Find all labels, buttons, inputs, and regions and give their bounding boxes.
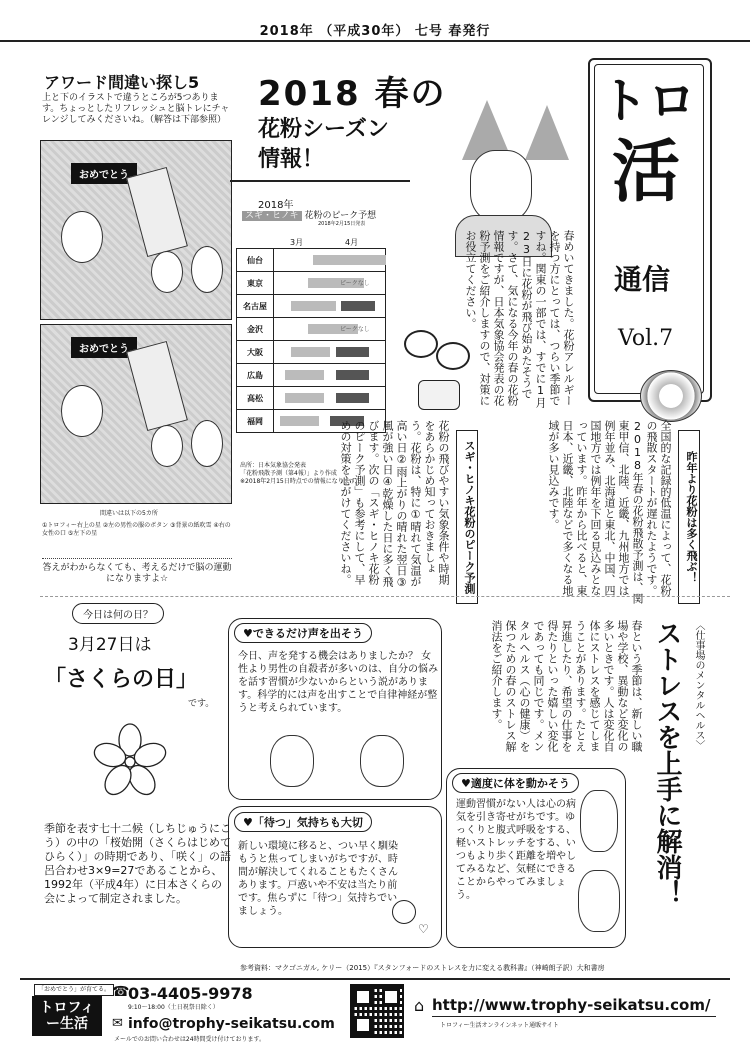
wait-title: ♥「待つ」気持ちも大切 bbox=[234, 812, 372, 832]
hinoki-bar bbox=[341, 301, 375, 311]
home-icon: ⌂ bbox=[414, 996, 425, 1015]
pollen-intro-text: 春めいてきました。花粉アレルギーを持つ方にとっては、つらい季節ですね。関東の一部では、すでに1月23日に花粉が飛び始めたそうです。さて、気になる今年の春の花粉情報ですが、日本気象協会発表の花粉予測をご紹介しますので、対策にお役立てください。 bbox=[464, 230, 575, 408]
sugi-bar bbox=[313, 255, 386, 265]
stress-side-big: ストレスを上手に解消！ bbox=[652, 620, 682, 906]
chart-year: 2018年 bbox=[258, 200, 294, 211]
masthead-title-2: 活 bbox=[612, 133, 681, 212]
award-panel-label-bottom: おめでとう bbox=[71, 337, 137, 358]
chart-bar-cell bbox=[274, 387, 386, 410]
chart-row bbox=[237, 249, 386, 272]
chart-no-peak-note: ピークなし bbox=[340, 326, 370, 333]
chart-row bbox=[237, 318, 386, 341]
footer-logo-big: トロフィー生活 bbox=[32, 996, 102, 1036]
sugi-bar bbox=[285, 370, 324, 380]
wait-text: 新しい環境に移ると、つい早く馴染もうと焦ってしまいがちですが、時間が解決してくれることもたくさんあります。戸惑いや不安は当たり前です。焦らずに「待つ」気持ちでいましょう。 bbox=[238, 841, 398, 917]
chart-month-4: 4月 bbox=[345, 238, 359, 247]
chart-city-label: 金沢 bbox=[237, 318, 274, 341]
peak-text: 花粉の飛びやすい気象条件や時期をあらかじめ知っておきましょう。花粉は、特に①晴れて気温が高い日②雨上がりの晴れた翌日③風が強い日④乾燥した日に多く飛びます。次の「スギ・ヒノキ花粉のピーク予測」も参考にして、早めの対策を心がけてくださいね。 bbox=[339, 420, 450, 589]
chart-city-label: 広島 bbox=[237, 364, 274, 387]
award-answers: ①トロフィー右上の星 ②左の男性の服のボタン ③背景の紙吹雪 ④右の女性の口 ⑤左下の星 bbox=[42, 522, 231, 537]
headline-line3: 情報！ bbox=[258, 147, 325, 172]
person-illustration bbox=[61, 211, 103, 263]
chart-row bbox=[237, 364, 386, 387]
hinoki-bar bbox=[336, 347, 370, 357]
chart-city-label: 福岡 bbox=[237, 410, 274, 433]
last-year-label: 昨年より花粉は多く飛ぶ！ bbox=[678, 430, 700, 604]
sakura-illustration bbox=[90, 720, 170, 800]
masthead-vol: Vol.7 bbox=[618, 326, 674, 351]
talking-people-illustration bbox=[360, 735, 404, 787]
reference: 参考資料：マクゴニガル, ケリー（2015）『スタンフォードのストレスを力に変える教科書』（神崎朗子訳）大和書房 bbox=[240, 964, 605, 972]
sugi-bar bbox=[291, 347, 330, 357]
phone-icon: ☎ bbox=[112, 984, 130, 1000]
footer-divider bbox=[20, 978, 730, 980]
chart-title-text: 花粉のピーク予想 bbox=[304, 211, 377, 221]
voice-text: 今日、声を発する機会はありましたか？ 女性より男性の自殺者が多いのは、自分の悩みを話す習慣が少ないからという説があります。科学的には声を出すことで自律神経が整うと考えられています。 bbox=[238, 651, 438, 714]
award-intro: 上と下のイラストで違うところが5つあります。ちょっとしたリフレッシュと脳トレにチャレンジしてみくださいね。（解答は下部参照） bbox=[42, 93, 230, 125]
sugi-bar bbox=[285, 393, 324, 403]
person-illustration bbox=[151, 425, 183, 467]
footer-hours: 9:10〜18:00（土日祝祭日除く） bbox=[128, 1004, 219, 1011]
footer-url-note: トロフィー生活オンラインネット通販サイト bbox=[440, 1022, 559, 1029]
mail-icon: ✉ bbox=[112, 1016, 123, 1031]
award-answer-caption: 間違いは以下の5カ所 bbox=[100, 510, 158, 517]
person-illustration bbox=[191, 420, 223, 467]
chart-bar-cell bbox=[274, 295, 386, 318]
person-illustration bbox=[151, 251, 183, 293]
chart-source-2: 「花粉飛散予測（第4報）」より作成 bbox=[240, 470, 337, 477]
footer-logo-small: 「おめでとう」が育てる。 bbox=[34, 984, 114, 996]
award-footer: 答えがわからなくても、考えるだけで脳の運動になりますよ☆ bbox=[42, 558, 232, 585]
today-label: 今日は何の日？ bbox=[72, 603, 164, 624]
headline-line1: 2018 春の bbox=[258, 74, 447, 114]
chart-row bbox=[237, 341, 386, 364]
chart-source-3: ※2018年2月15日時点での情報になります。 bbox=[240, 478, 362, 485]
chart-row bbox=[237, 272, 386, 295]
person-illustration bbox=[61, 385, 103, 437]
clock-icon bbox=[392, 900, 416, 924]
chart-bar-cell bbox=[274, 318, 386, 341]
heart-icon: ♡ bbox=[418, 922, 429, 936]
chart-row bbox=[237, 295, 386, 318]
chart-row bbox=[237, 387, 386, 410]
footer-url[interactable]: http://www.trophy-seikatsu.com/ bbox=[432, 996, 711, 1014]
chart-city-label: 大阪 bbox=[237, 341, 274, 364]
exercising-person-illustration bbox=[580, 790, 618, 852]
exercise-text: 運動習慣がない人は心の病気を引き寄せがちです。ゆっくりと腹式呼吸をする、軽いストレッチをする、いつもより歩く距離を増やしてみるなど、気軽にできることからやってみましょう。 bbox=[456, 799, 576, 901]
stress-side-small: 〈仕事場のメンタルヘルス〉 bbox=[693, 620, 704, 750]
masthead-sub: 通信 bbox=[614, 263, 671, 296]
chart-month-3: 3月 bbox=[290, 238, 304, 247]
hinoki-bar bbox=[336, 393, 370, 403]
pollen-peak-chart bbox=[236, 248, 386, 433]
exercise-title: ♥適度に体を動かそう bbox=[452, 773, 579, 793]
exercising-person-illustration bbox=[578, 870, 620, 932]
footer-phone[interactable]: 03-4405-9978 bbox=[128, 984, 253, 1003]
today-suffix: です。 bbox=[188, 699, 215, 709]
chart-no-peak-note: ピークなし bbox=[340, 280, 370, 287]
chart-source-1: 出所：日本気象協会発表 bbox=[240, 462, 307, 469]
chart-date: 2018年2月15日発表 bbox=[318, 221, 366, 227]
chart-city-label: 東京 bbox=[237, 272, 274, 295]
today-date: 3月27日は bbox=[68, 635, 152, 655]
award-panel-bottom bbox=[40, 324, 232, 504]
hinoki-bar bbox=[336, 370, 370, 380]
last-year-text: 全国的な記録的低温によって、花粉の飛散スタートが遅れたようです。2018年春の花粉飛散予測は、関東甲信、北陸、近畿、九州地方では例年並み、北海道と東北、中国、四国地方では例年を下回る見込みとなっています。昨年から比べると、東日本、近畿、北陸などで多くなる地域が多い見込みです。 bbox=[547, 420, 672, 604]
chart-bar-cell bbox=[274, 249, 386, 272]
chart-city-label: 高松 bbox=[237, 387, 274, 410]
masthead-title-1: トロ bbox=[600, 73, 697, 129]
chart-bar-cell bbox=[274, 272, 386, 295]
chart-city-label: 仙台 bbox=[237, 249, 274, 272]
award-panel-top bbox=[40, 140, 232, 320]
footer-email-note: メールでのお問い合わせは24時間受け付けております。 bbox=[114, 1036, 266, 1043]
headline-underline bbox=[230, 180, 410, 182]
peak-label: スギ・ヒノキ花粉のピーク予測 bbox=[456, 430, 478, 604]
voice-title: ♥できるだけ声を出そう bbox=[234, 623, 372, 643]
chart-bar-cell bbox=[274, 341, 386, 364]
talking-people-illustration bbox=[270, 735, 314, 787]
issue-header: 2018年 （平成30年） 七号 春発行 bbox=[259, 24, 491, 39]
person-illustration bbox=[191, 246, 223, 293]
today-name: 「さくらの日」 bbox=[44, 667, 199, 692]
chart-bar-cell bbox=[274, 364, 386, 387]
chart-city-label: 名古屋 bbox=[237, 295, 274, 318]
qr-code[interactable] bbox=[350, 984, 404, 1038]
headline-line2: 花粉シーズン bbox=[258, 117, 389, 142]
stress-intro-text: 春という季節は、新しい職場や学校、異動など変化の多いときです。人は変化自体にストレスを感じてしまうことがあります。たとえ昇進したり、希望の仕事を得たりといった嬉しい変化であっても同じです。メンタルヘルス（心の健康）を保つための春のストレス解消法をご紹介します。 bbox=[490, 620, 643, 752]
header-divider bbox=[0, 40, 750, 42]
sugi-bar bbox=[291, 301, 336, 311]
award-panel-label-top: おめでとう bbox=[71, 163, 137, 184]
sneezing-person-illustration bbox=[470, 150, 532, 222]
footer-email[interactable]: info@trophy-seikatsu.com bbox=[128, 1016, 335, 1032]
tree-illustration bbox=[525, 105, 569, 160]
footer-url-underline bbox=[432, 1016, 716, 1017]
chrysanthemum-illustration bbox=[640, 370, 702, 422]
award-title: アワード間違い探し5 bbox=[44, 73, 200, 92]
section-divider bbox=[40, 596, 730, 598]
chart-title-species: スギ・ヒノキ bbox=[242, 211, 302, 221]
today-description: 季節を表す七十二候（しちじゅうにこう）の中の「桜始開（さくらはじめてひらく）」の時期であり、「咲く」の語呂合わせ3×9=27であることから、1992年（平成4年）に日本さくらの会によって制定されました。 bbox=[44, 822, 231, 905]
